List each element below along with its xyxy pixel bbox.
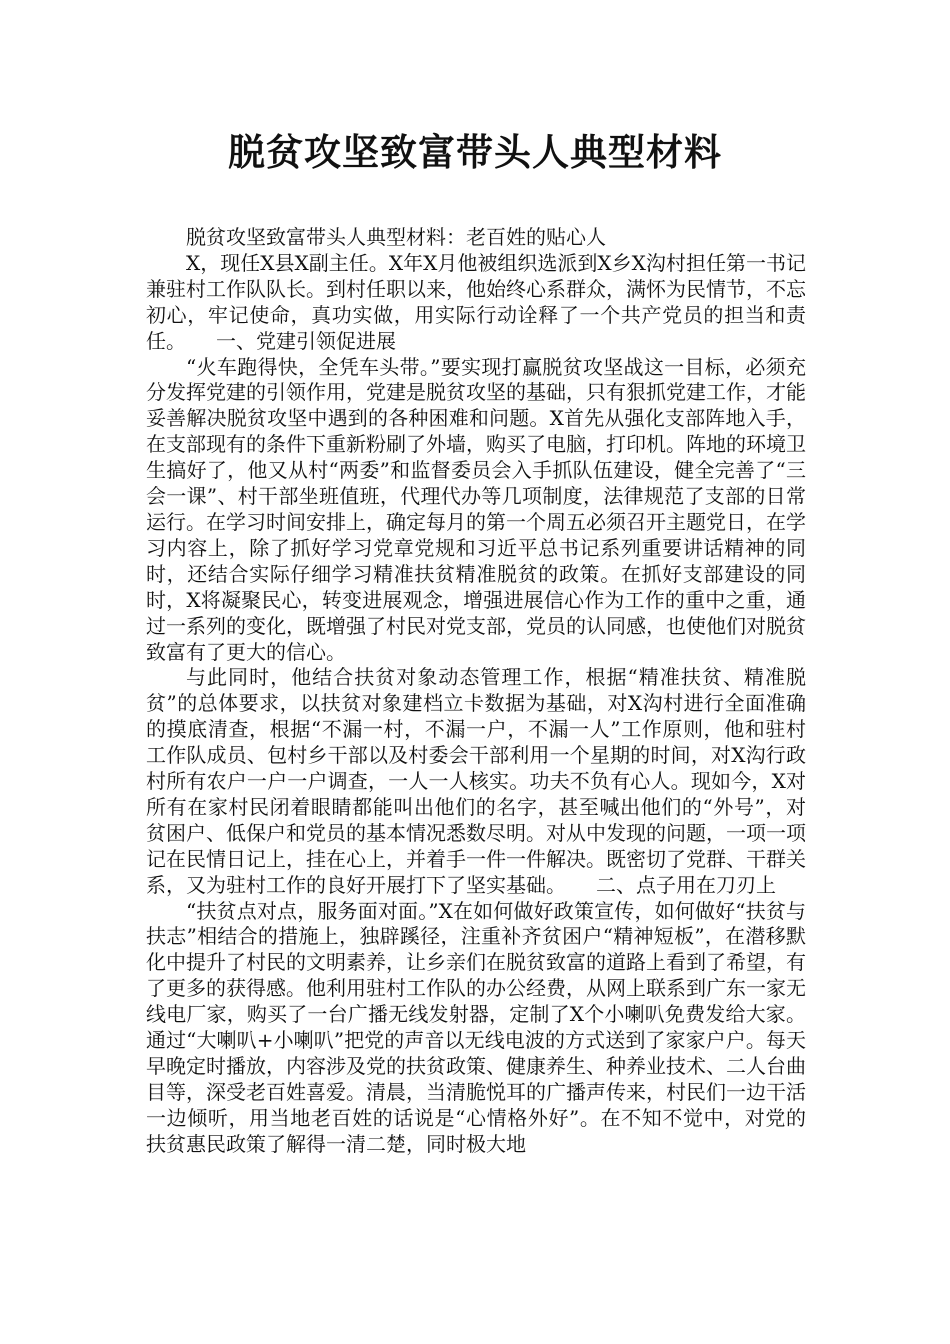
document-body (146, 225, 806, 1158)
document-title: 脱贫攻坚致富带头人典型材料 (228, 131, 722, 174)
intro-paragraph: X，现任X县X副主任。X年X月他被组织选派到X乡X沟村担任第一书记兼驻村工作队队长。到村任职以来，他始终心系群众，满怀为民情节，不忘初心，牢记使命，真功实做，用实际行动诠释了一个共产党员的担当和责任。 一、党建引领促进展 (146, 250, 806, 353)
body-paragraph: “扶贫点对点，服务面对面。”X在如何做好政策宣传，如何做好“扶贫与扶志”相结合的措施上，独辟蹊径，注重补齐贫困户“精神短板”，在潜移默化中提升了村民的文明素养，让乡亲们在脱贫致富的道路上看到了希望，有了更多的获得感。他利用驻村工作队的办公经费，从网上联系到广东一家无线电厂家，购买了一台广播无线发射器，定制了X个小喇叭免费发给大家。通过“大喇叭+小喇叭”把党的声音以无线电波的方式送到了家家户户。每天早晚定时播放，内容涉及党的扶贫政策、健康养生、种养业技术、二人台曲目等，深受老百姓喜爱。清晨，当清脆悦耳的广播声传来，村民们一边干活一边倾听，用当地老百姓的话说是“心情格外好”。在不知不觉中，对党的扶贫惠民政策了解得一清二楚，同时极大地 (146, 898, 806, 1156)
subtitle-paragraph: 脱贫攻坚致富带头人典型材料：老百姓的贴心人 (186, 225, 606, 249)
body-paragraph: 与此同时，他结合扶贫对象动态管理工作，根据“精准扶贫、精准脱贫”的总体要求，以扶贫对象建档立卡数据为基础，对X沟村进行全面准确的摸底清查，根据“不漏一村，不漏一户，不漏一人”工作原则，他和驻村工作队成员、包村乡干部以及村委会干部利用一个星期的时间，对X沟行政村所有农户一户一户调查，一人一人核实。功夫不负有心人。现如今，X对所有在家村民闭着眼睛都能叫出他们的名字，甚至喊出他们的“外号”，对贫困户、低保户和党员的基本情况悉数尽明。对从中发现的问题，一项一项记在民情日记上，挂在心上，并着手一件一件解决。既密切了党群、干群关系，又为驻村工作的良好开展打下了坚实基础。 二、点子用在刀刃上 (146, 665, 806, 897)
body-paragraph: “火车跑得快，全凭车头带。”要实现打赢脱贫攻坚战这一目标，必须充分发挥党建的引领作用，党建是脱贫攻坚的基础，只有狠抓党建工作，才能妥善解决脱贫攻坚中遇到的各种困难和问题。X首先从强化支部阵地入手，在支部现有的条件下重新粉刷了外墙，购买了电脑，打印机。阵地的环境卫生搞好了，他又从村“两委”和监督委员会入手抓队伍建设，健全完善了“三会一课”、村干部坐班值班，代理代办等几项制度，法律规范了支部的日常运行。在学习时间安排上，确定每月的第一个周五必须召开主题党日，在学习内容上，除了抓好学习党章党规和习近平总书记系列重要讲话精神的同时，还结合实际仔细学习精准扶贫精准脱贫的政策。在抓好支部建设的同时，X将凝聚民心，转变进展观念，增强进展信心作为工作的重中之重，通过一系列的变化，既增强了村民对党支部，党员的认同感，也使他们对脱贫致富有了更大的信心。 (146, 354, 806, 664)
